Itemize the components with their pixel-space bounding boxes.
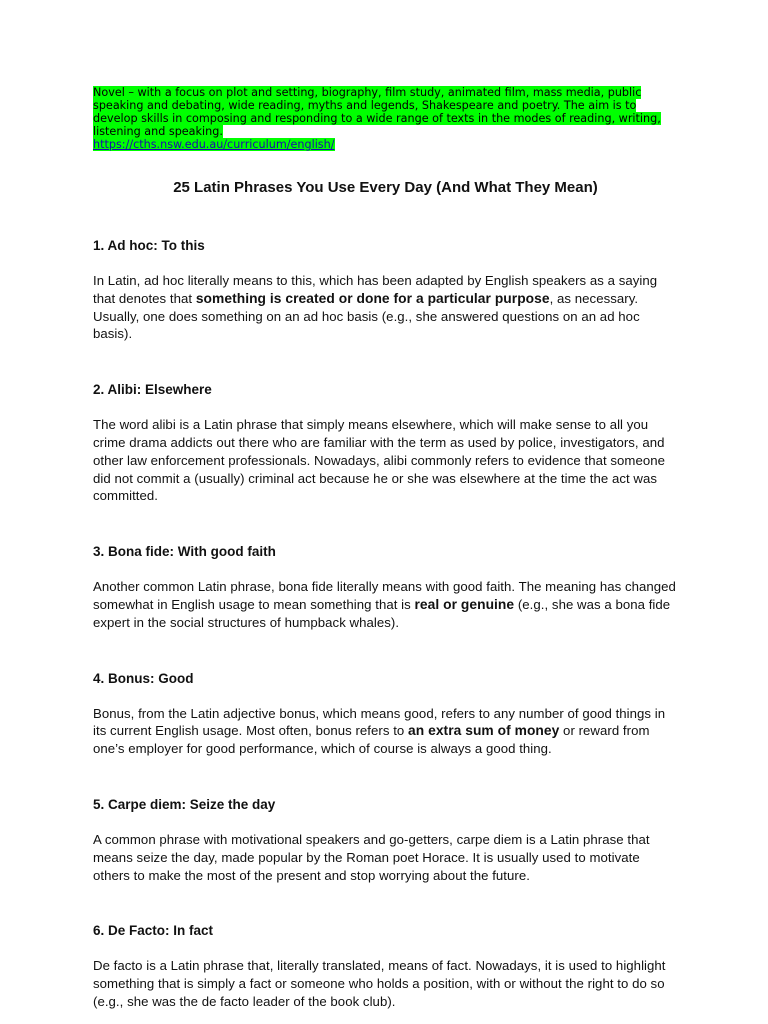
paragraph-text: or reward from one’s employer for good performance, which of course is always a good thing.: [93, 723, 650, 757]
paragraph-bold-text: something is created or done for a particular purpose: [195, 290, 550, 306]
section-heading-ad-hoc: 1. Ad hoc: To this: [93, 238, 205, 253]
paragraph-bold-text: an extra sum of money: [408, 723, 560, 739]
section-heading-de-facto: 6. De Facto: In fact: [93, 923, 214, 939]
paragraph-text: (e.g., she was a bona fide expert in the social structures of humpback whales).: [93, 596, 671, 630]
paragraph-text: De facto is a Latin phrase that, literally translated, means of fact. Nowadays, it is used to highlight something that is simply a fact or someone who holds a position, with or without the right to do so (e.g., she was the de facto leader of the book club).: [93, 958, 666, 1009]
paragraph-bold-text: real or genuine: [414, 596, 515, 612]
section-heading-bonus: 4. Bonus: Good: [93, 670, 194, 686]
intro-highlighted-text: [93, 86, 678, 151]
section-paragraph-bona-fide: [93, 578, 678, 631]
document-title: 25 Latin Phrases You Use Every Day (And What They Mean): [173, 179, 598, 196]
intro-highlight-span: Novel – with a focus on plot and setting, biography, film study, animated film, mass media, public speaking and debating, wide reading, myths and legends, Shakespeare and poetry. The aim is to develop skills in composing and responding to a wide range of texts in the modes of reading, writing, listening and speaking.: [93, 86, 661, 138]
paragraph-text: In Latin, ad hoc literally means to this, which has been adapted by English speakers as a saying that denotes that: [93, 273, 658, 306]
curriculum-link[interactable]: https://cths.nsw.edu.au/curriculum/english/: [93, 138, 335, 151]
section-paragraph-alibi: [93, 416, 678, 505]
section-heading-alibi: 2. Alibi: Elsewhere: [93, 382, 212, 398]
paragraph-text: Another common Latin phrase, bona fide literally means with good faith. The meaning has changed somewhat in English usage to mean something that is: [93, 579, 676, 612]
document-content: [93, 86, 678, 1011]
section-paragraph-de-facto: [93, 957, 678, 1010]
paragraph-text: A common phrase with motivational speakers and go-getters, carpe diem is a Latin phrase that means seize the day, made popular by the Roman poet Horace. It is usually used to motivate others to make the most of the present and stop worrying about the future.: [93, 831, 650, 883]
section-paragraph-ad-hoc: [93, 272, 678, 343]
paragraph-text: Bonus, from the Latin adjective bonus, which means good, refers to any number of good things in its current English usage. Most often, bonus refers to: [93, 705, 666, 739]
paragraph-text: , as necessary. Usually, one does something on an ad hoc basis (e.g., she answered questions on an ad hoc basis).: [93, 290, 640, 342]
section-heading-carpe-diem: 5. Carpe diem: Seize the day: [93, 796, 276, 812]
paragraph-text: The word alibi is a Latin phrase that simply means elsewhere, which will make sense to all you crime drama addicts out there who are familiar with the term as used by police, investigators, and other law enforcement professionals. Nowadays, alibi commonly refers to evidence that someone did not commit a (usually) criminal act because he or she was elsewhere at the time the act was committed.: [93, 417, 665, 504]
section-paragraph-carpe-diem: [93, 831, 678, 884]
section-heading-bona-fide: 3. Bona fide: With good faith: [93, 544, 276, 560]
section-paragraph-bonus: [93, 705, 678, 758]
